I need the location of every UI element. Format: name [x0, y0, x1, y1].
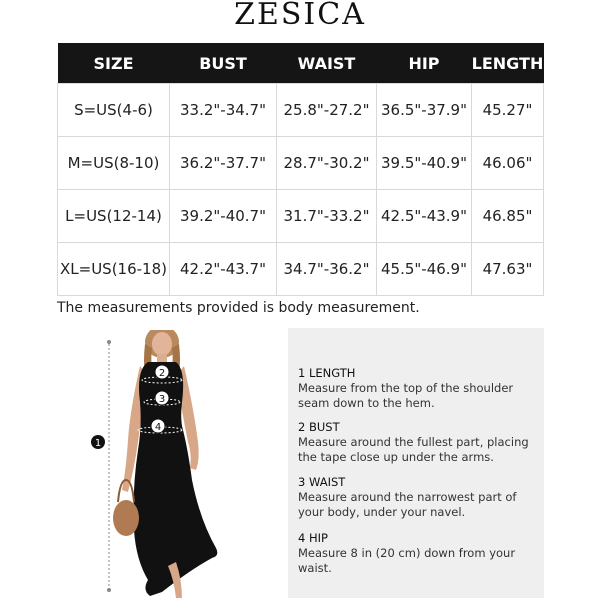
marker-4: [151, 419, 165, 433]
guide-item-length: [298, 366, 538, 411]
guide-desc: Measure from the top of the shoulder seam down to the hem.: [298, 381, 514, 410]
cell-hip: 45.5"-46.9": [377, 243, 472, 296]
guide-item-hip: [298, 531, 538, 576]
cell-size: S=US(4-6): [58, 84, 170, 137]
woven-bag: [113, 500, 139, 536]
cell-hip: 39.5"-40.9": [377, 137, 472, 190]
table-row: [58, 190, 544, 243]
cell-bust: 36.2"-37.7": [170, 137, 277, 190]
measurement-figure: [90, 330, 230, 600]
marker-1: [91, 435, 105, 449]
table-row: [58, 84, 544, 137]
model-face: [152, 332, 172, 356]
header-hip: HIP: [377, 43, 472, 84]
marker-2-label: 2: [158, 368, 166, 379]
marker-1-label: 1: [94, 438, 102, 449]
size-chart-table: [57, 43, 544, 296]
marker-3-label: 3: [158, 394, 166, 405]
header-waist: WAIST: [277, 43, 377, 84]
marker-2: [155, 365, 169, 379]
cell-length: 46.85": [472, 190, 544, 243]
header-size: SIZE: [58, 43, 170, 84]
cell-waist: 34.7"-36.2": [277, 243, 377, 296]
guide-title: 3 WAIST: [298, 475, 346, 489]
cell-hip: 42.5"-43.9": [377, 190, 472, 243]
measurement-guide-panel: [288, 328, 544, 598]
guide-desc: Measure 8 in (20 cm) down from your waist.: [298, 546, 516, 575]
cell-size: XL=US(16-18): [58, 243, 170, 296]
cell-length: 46.06": [472, 137, 544, 190]
cell-length: 45.27": [472, 84, 544, 137]
cell-size: L=US(12-14): [58, 190, 170, 243]
marker-3: [155, 391, 169, 405]
cell-waist: 28.7"-30.2": [277, 137, 377, 190]
table-row: [58, 137, 544, 190]
cell-waist: 31.7"-33.2": [277, 190, 377, 243]
guide-desc: Measure around the fullest part, placing the tape close up under the arms.: [298, 435, 529, 464]
guide-title: 4 HIP: [298, 531, 328, 545]
length-bottom-dot: [107, 588, 111, 592]
guide-title: 2 BUST: [298, 420, 340, 434]
cell-bust: 33.2"-34.7": [170, 84, 277, 137]
header-bust: BUST: [170, 43, 277, 84]
guide-title: 1 LENGTH: [298, 366, 356, 380]
cell-size: M=US(8-10): [58, 137, 170, 190]
table-row: [58, 243, 544, 296]
guide-desc: Measure around the narrowest part of your body, under your navel.: [298, 490, 517, 519]
brand-logo: ZESICA: [234, 0, 366, 32]
cell-bust: 39.2"-40.7": [170, 190, 277, 243]
cell-hip: 36.5"-37.9": [377, 84, 472, 137]
header-length: LENGTH: [472, 43, 544, 84]
size-table-header-row: [58, 43, 544, 84]
cell-waist: 25.8"-27.2": [277, 84, 377, 137]
dress-model-illustration: [90, 330, 230, 600]
cell-length: 47.63": [472, 243, 544, 296]
black-dress: [134, 362, 218, 596]
guide-item-waist: [298, 475, 538, 520]
guide-item-bust: [298, 420, 538, 465]
length-top-dot: [107, 340, 111, 344]
cell-bust: 42.2"-43.7": [170, 243, 277, 296]
marker-4-label: 4: [154, 422, 162, 433]
measurement-note: The measurements provided is body measurement.: [57, 300, 420, 316]
